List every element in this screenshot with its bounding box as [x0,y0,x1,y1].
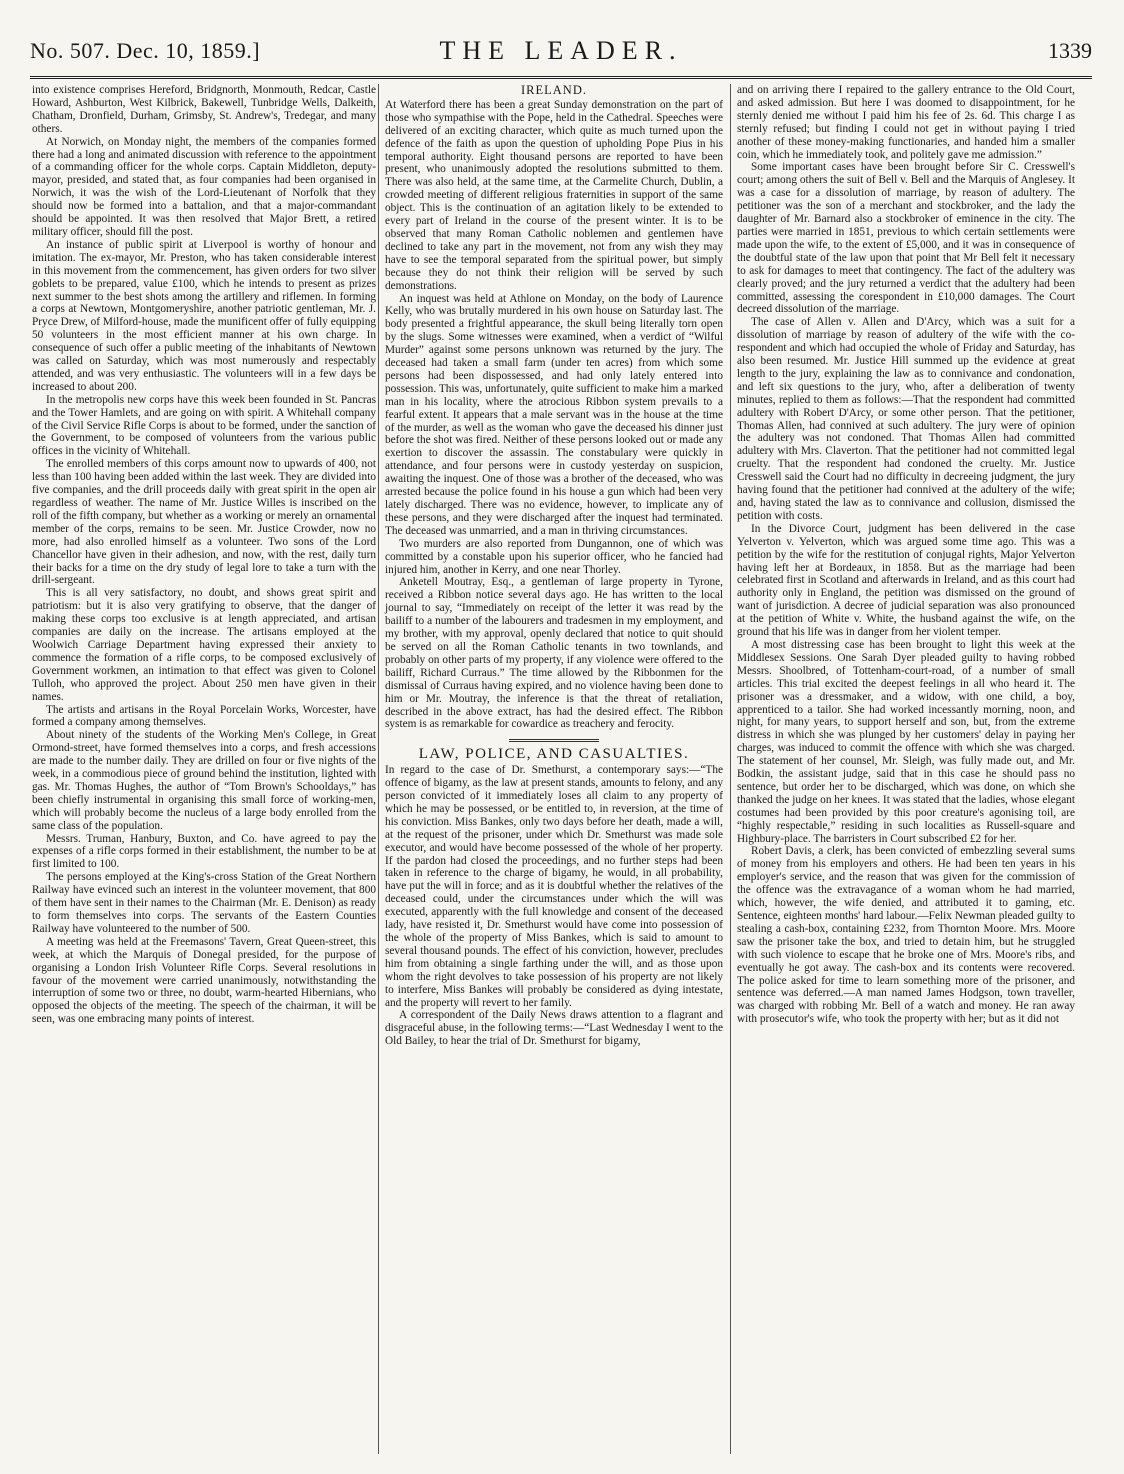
paragraph: A correspondent of the Daily News draws attention to a flagrant and disgraceful abuse, in the following terms:—“Last Wednesday I went to the Old Bailey, to hear the trial of Dr. Smethurst for bigamy, [385,1009,723,1048]
column-3 [730,84,1075,1454]
issue-date: No. 507. Dec. 10, 1859.] [30,38,261,63]
section-heading-ireland: IRELAND. [521,84,587,97]
paragraph: and on arriving there I repaired to the gallery entrance to the Old Court, and asked admission. But here I was doomed to disappointment, for he sternly denied me without I paid him his fee of 2s. 6d. This charge I as sternly refused; but finding I could not get in without paying I tried another of these money-making functionaries, and handed him a smaller coin, which he immediately took, and politely gave me admission.” [737,84,1075,161]
paragraph: An inquest was held at Athlone on Monday, on the body of Laurence Kelly, who was brutally murdered in his own house on Saturday last. The body presented a frightful appearance, the skull being literally torn open by the slugs. Some witnesses were examined, when a verdict of “Wilful Murder” against some persons unknown was returned by the jury. The deceased had taken a small farm (under ten acres) from which some persons had been dispossessed, and had only lately entered into possession. This was, unfortunately, quite sufficient to make him a marked man in his locality, where the atrocious Ribbon system prevails to a fearful extent. It appears that a male servant was in the house at the time of the murder, as well as the woman who gave the deceased his dinner just before the shot was fired. Neither of these persons looked out or made any exertion to discover the assassin. The constabulary were quickly in attendance, and four persons were in custody yesterday on suspicion, awaiting the inquest. One of those was a brother of the deceased, who was arrested because the police found in his house a gun which had been very lately discharged. There was no evidence, however, to implicate any of these persons, and they were discharged after the inquest had terminated. The deceased was unmarried, and a man in thriving circumstances. [385,292,723,537]
paragraph: In regard to the case of Dr. Smethurst, a contemporary says:—“The offence of bigamy, as the law at present stands, amounts to felony, and any person convicted of it immediately loses all claim to any property of which he may be possessed, or be entitled to, in reversion, at the time of his conviction. Miss Bankes, only two days before her death, made a will, at the request of the prisoner, under which Dr. Smethurst was made sole executor, and would have become possessed of the whole of her property. If the pardon had closed the proceedings, and no further steps had been taken in reference to the charge of bigamy, he would, in all probability, have put the will in force; and as it is doubtful whether the relatives of the deceased could, under the circumstances under which the will was executed, apparently with the full knowledge and consent of the deceased lady, have resisted it, Dr. Smethurst would have come into possession of the whole of the property of Miss Bankes, which is said to amount to several thousand pounds. The effect of his conviction, however, precludes him from obtaining a single farthing under the will, and as those upon whom the right devolves to take possession of his property are not likely to interfere, Miss Bankes will probably be considered as dying intestate, and the property will revert to her family. [385,764,723,1009]
paragraph: The persons employed at the King's-cross Station of the Great Northern Railway have evinced such an interest in the volunteer movement, that 800 of them have sent in their names to the Chairman (Mr. E. Denison) as ready to form themselves into corps. The servants of the Eastern Counties Railway have volunteered to the number of 500. [32,871,376,935]
newspaper-title: THE LEADER. [439,36,683,65]
paragraph: About ninety of the students of the Working Men's College, in Great Ormond-street, have formed themselves into a corps, and fresh accessions are made to the number daily. They are drilled on four or five nights of the week, in a commodious piece of ground behind the institution, lighted with gas. Mr. Thomas Hughes, the author of “Tom Brown's Schooldays,” has been chiefly instrumental in organising this small force of working-men, which will probably become the nucleus of a large body enrolled from the same class of the population. [32,729,376,832]
masthead-rule [30,76,1092,79]
paragraph: The case of Allen v. Allen and D'Arcy, which was a suit for a dissolution of marriage by reason of adultery of the wife with the co-respondent and which had occupied the whole of Friday and Saturday, has also been resumed. Mr. Justice Hill summed up the evidence at great length to the jury, explaining the law as to connivance and condonation, and left six questions to the jury, who, after a deliberation of twenty minutes, replied to them as follows:—That the respondent had committed adultery with Robert D'Arcy, or some other person. That the petitioner, Thomas Allen, had connived at such adultery. The jury were of opinion the adultery was not condoned. That Thomas Allen had committed adultery with Mrs. Claverton. That the petitioner had not committed legal cruelty. That the respondent had condoned the cruelty. Mr. Justice Cresswell said the Court had no difficulty in decreeing judgment, the jury having found that the petitioner had connived at the adultery of the wife; and, having stated the law as to connivance and collusion, dismissed the petition with costs. [737,316,1075,522]
paragraph: Some important cases have been brought before Sir C. Cresswell's court; among others the suit of Bell v. Bell and the Marquis of Anglesey. It was a case for a dissolution of marriage, by reason of adultery. The petitioner was the son of a merchant and stockbroker, and the lady the daughter of Mr. Barnard also a stockbroker of eminence in the city. The parties were married in 1851, previous to which certain settlements were made upon the wife, to the extent of £5,000, and it was in consequence of the doubtful state of the law upon that point that Mr Bell felt it necessary to ask for damages to meet that contingency. The fact of the adultery was clearly proved; and the jury returned a verdict that the adultery had been committed, assessing the corespondent in £10,000 damages. The Court decreed dissolution of the marriage. [737,161,1075,316]
paragraph: Robert Davis, a clerk, has been convicted of embezzling several sums of money from his employers and others. He had been ten years in his employer's service, and the reason that was given for the commission of the offence was the extravagance of a woman whom he had married, which, however, the wife denied, and attributed it to gaming, etc. Sentence, eighteen months' hard labour.—Felix Newman pleaded guilty to stealing a cash-box, containing £232, from Thornton Moore. Mrs. Moore saw the prisoner take the box, and tried to detain him, but he struggled with such violence to escape that he broke one of Mrs. Moore's ribs, and eventually he got away. The cash-box and its contents were recovered. The police asked for time to learn something more of the prisoner, and sentence was deferred.—A man named James Hodgson, town traveller, was charged with robbing Mr. Bell of a watch and money. He ran away with prosecutor's wife, who took the property with her; but as it did not [737,845,1075,1026]
column-1 [32,84,376,1454]
paragraph: A most distressing case has been brought to light this week at the Middlesex Sessions. One Sarah Dyer pleaded guilty to having robbed Messrs. Shoolbred, of Tottenham-court-road, of a number of small articles. This trial excited the deepest feelings in all who heard it. The prisoner was a dressmaker, and a widow, with one child, a boy, apprenticed to a tailor. She had worked incessantly morning, noon, and night, for many years, to support herself and son, but, from the extreme distress in which she was plunged by her customers' delay in paying her charges, was induced to commit the offence with which she was charged. The statement of her counsel, Mr. Sleigh, was fully made out, and Mr. Bodkin, the assistant judge, said that in this case he should pass no sentence, but order her to be discharged, which was done, on which she thanked the judge on her knees. It was stated that the ladies, whose elegant costumes had been provided by this poor creature's agonising toil, are “highly respectable,” residing in such localities as Russell-square and Highbury-place. The barristers in Court subscribed £2 for her. [737,638,1075,845]
paragraph: In the metropolis new corps have this week been founded in St. Pancras and the Tower Hamlets, and are going on with spirit. A Whitehall company of the Civil Service Rifle Corps is about to be formed, under the sanction of the Government, to be composed of volunteers from the various public offices in the vicinity of Whitehall. [32,393,376,458]
masthead [30,30,1092,70]
section-heading-law: LAW, POLICE, AND CASUALTIES. [418,746,690,763]
paragraph: A meeting was held at the Freemasons' Tavern, Great Queen-street, this week, at which the Marquis of Donegal presided, for the purpose of organising a London Irish Volunteer Rifle Corps. Several resolutions in favour of the movement were carried unanimously, notwithstanding the interruption of some two or three, no doubt, warm-hearted Hibernians, who opposed the objects of the meeting. The speech of the chairman, it will be seen, was one embracing many points of interest. [32,935,376,1026]
paragraph: At Waterford there has been a great Sunday demonstration on the part of those who sympathise with the Pope, held in the Cathedral. Speeches were delivered of an exciting character, which quite as much turned upon the defence of the faith as upon the question of upholding Pope Pius in his temporal authority. Eight thousand persons are reported to have been present, who unanimously adopted the resolutions submitted to them. There was also held, at the same time, at the Carmelite Church, Dublin, a crowded meeting of different religious fraternities in support of the same object. This is the continuation of an agitation likely to be extended to every part of Ireland in the course of the present winter. It is to be observed that many Roman Catholic noblemen and gentlemen have declined to take any part in the movement, not from any wish they may have to see the temporal separated from the spiritual power, but simply because they do not think their religion will be served by such demonstrations. [385,98,723,292]
column-2 [378,84,723,1454]
paragraph: into existence comprises Hereford, Bridgnorth, Monmouth, Redcar, Castle Howard, Ashburton, West Kilbrick, Bakewell, Tunbridge Wells, Dalkeith, Chatham, Dronfield, Durham, Grimsby, St. Andrew's, Tredegar, and many others. [32,84,376,135]
paragraph: At Norwich, on Monday night, the members of the companies formed there had a long and animated discussion with reference to the appointment of a commanding officer for the whole corps. Captain Middleton, deputy-mayor, presided, and stated that, as four companies had been organised in Norwich, it was the wish of the Lord-Lieutenant of Norfolk that they should now be formed into a battalion, and that a major-commandant should be appointed. It was then resolved that Major Brett, a retired military officer, should fill the post. [32,135,376,238]
paragraph: The artists and artisans in the Royal Porcelain Works, Worcester, have formed a company among themselves. [32,703,376,729]
paragraph: An instance of public spirit at Liverpool is worthy of honour and imitation. The ex-mayor, Mr. Preston, who has taken considerable interest in this movement from the commencement, has given orders for two silver goblets to be prepared, value £100, which he intends to present as prizes next summer to the best shots among the artillery and riflemen. In forming a corps at Newtown, Montgomeryshire, another patriotic gentleman, Mr. J. Pryce Drew, of Milford-house, made the munificent offer of fully equipping 50 volunteers in the most efficient manner at his own charge. In consequence of such offer a public meeting of the inhabitants of Newtown was called on Saturday, which was most numerously and respectably attended, and was very enthusiastic. The volunteers will in a few days be increased to about 200. [32,238,376,393]
paragraph: In the Divorce Court, judgment has been delivered in the case Yelverton v. Yelverton, which was argued some time ago. This was a petition by the wife for the restitution of conjugal rights, Major Yelverton having left her at Bordeaux, in 1858. But as the marriage had been celebrated first in Scotland and afterwards in Ireland, and as this court had authority only in England, the petition was dismissed on the ground of want of jurisdiction. A decree of judicial separation was also pronounced at the petition of White v. White, the husband against the wife, on the ground that his life was in danger from her violent temper. [737,522,1075,639]
paragraph: This is all very satisfactory, no doubt, and shows great spirit and patriotism: but it is also very gratifying to observe, that the danger of making these corps too exclusive is at length appreciated, and artisan companies are daily on the increase. The artisans employed at the Woolwich Carriage Department having expressed their anxiety to commence the formation of a rifle corps, to be composed exclusively of Government workmen, an intimation to that effect was given to Colonel Tulloh, who approved the project. About 250 men have given in their names. [32,587,376,703]
paragraph: Anketell Moutray, Esq., a gentleman of large property in Tyrone, received a Ribbon notice several days ago. He has written to the local journal to say, “Immediately on receipt of the letter it was read by the bailiff to a number of the labourers and tradesmen in my employment, and my brother, with my approval, openly declared that notice to quit should be served on all the Roman Catholic tenants in two townlands, and probably on other parts of my property, if any violence were offered to the bailiff, Richard Curraus.” The time allowed by the Ribbonmen for the dismissal of Curraus having expired, and no violence having been done to him or Mr. Moutray, the inference is that the threat of retaliation, described in the above extract, has had the desired effect. The Ribbon system is as remarkable for cowardice as treachery and ferocity. [385,576,723,731]
paragraph: Two murders are also reported from Dungannon, one of which was committed by a constable upon his superior officer, who he fancied had injured him, another in Kerry, and one near Thorley. [385,537,723,576]
section-divider [509,739,599,742]
paragraph: The enrolled members of this corps amount now to upwards of 400, not less than 100 having been added within the last week. They are divided into five companies, and the drill proceeds daily with great spirit in the open air regardless of weather. The name of Mr. Justice Willes is inscribed on the roll of the fifth company, but whether as a working or merely an ornamental member of the corps, remains to be seen. Mr. Justice Crowder, now no more, had also enrolled himself as a volunteer. Two sons of the Lord Chancellor have given in their adhesion, and now, with the rest, daily turn their backs for a time on the dry study of legal lore to take a turn with the drill-sergeant. [32,458,376,587]
page-number: 1339 [1048,38,1092,63]
paragraph: Messrs. Truman, Hanbury, Buxton, and Co. have agreed to pay the expenses of a rifle corps formed in their establishment, the number to be at first limited to 100. [32,832,376,871]
